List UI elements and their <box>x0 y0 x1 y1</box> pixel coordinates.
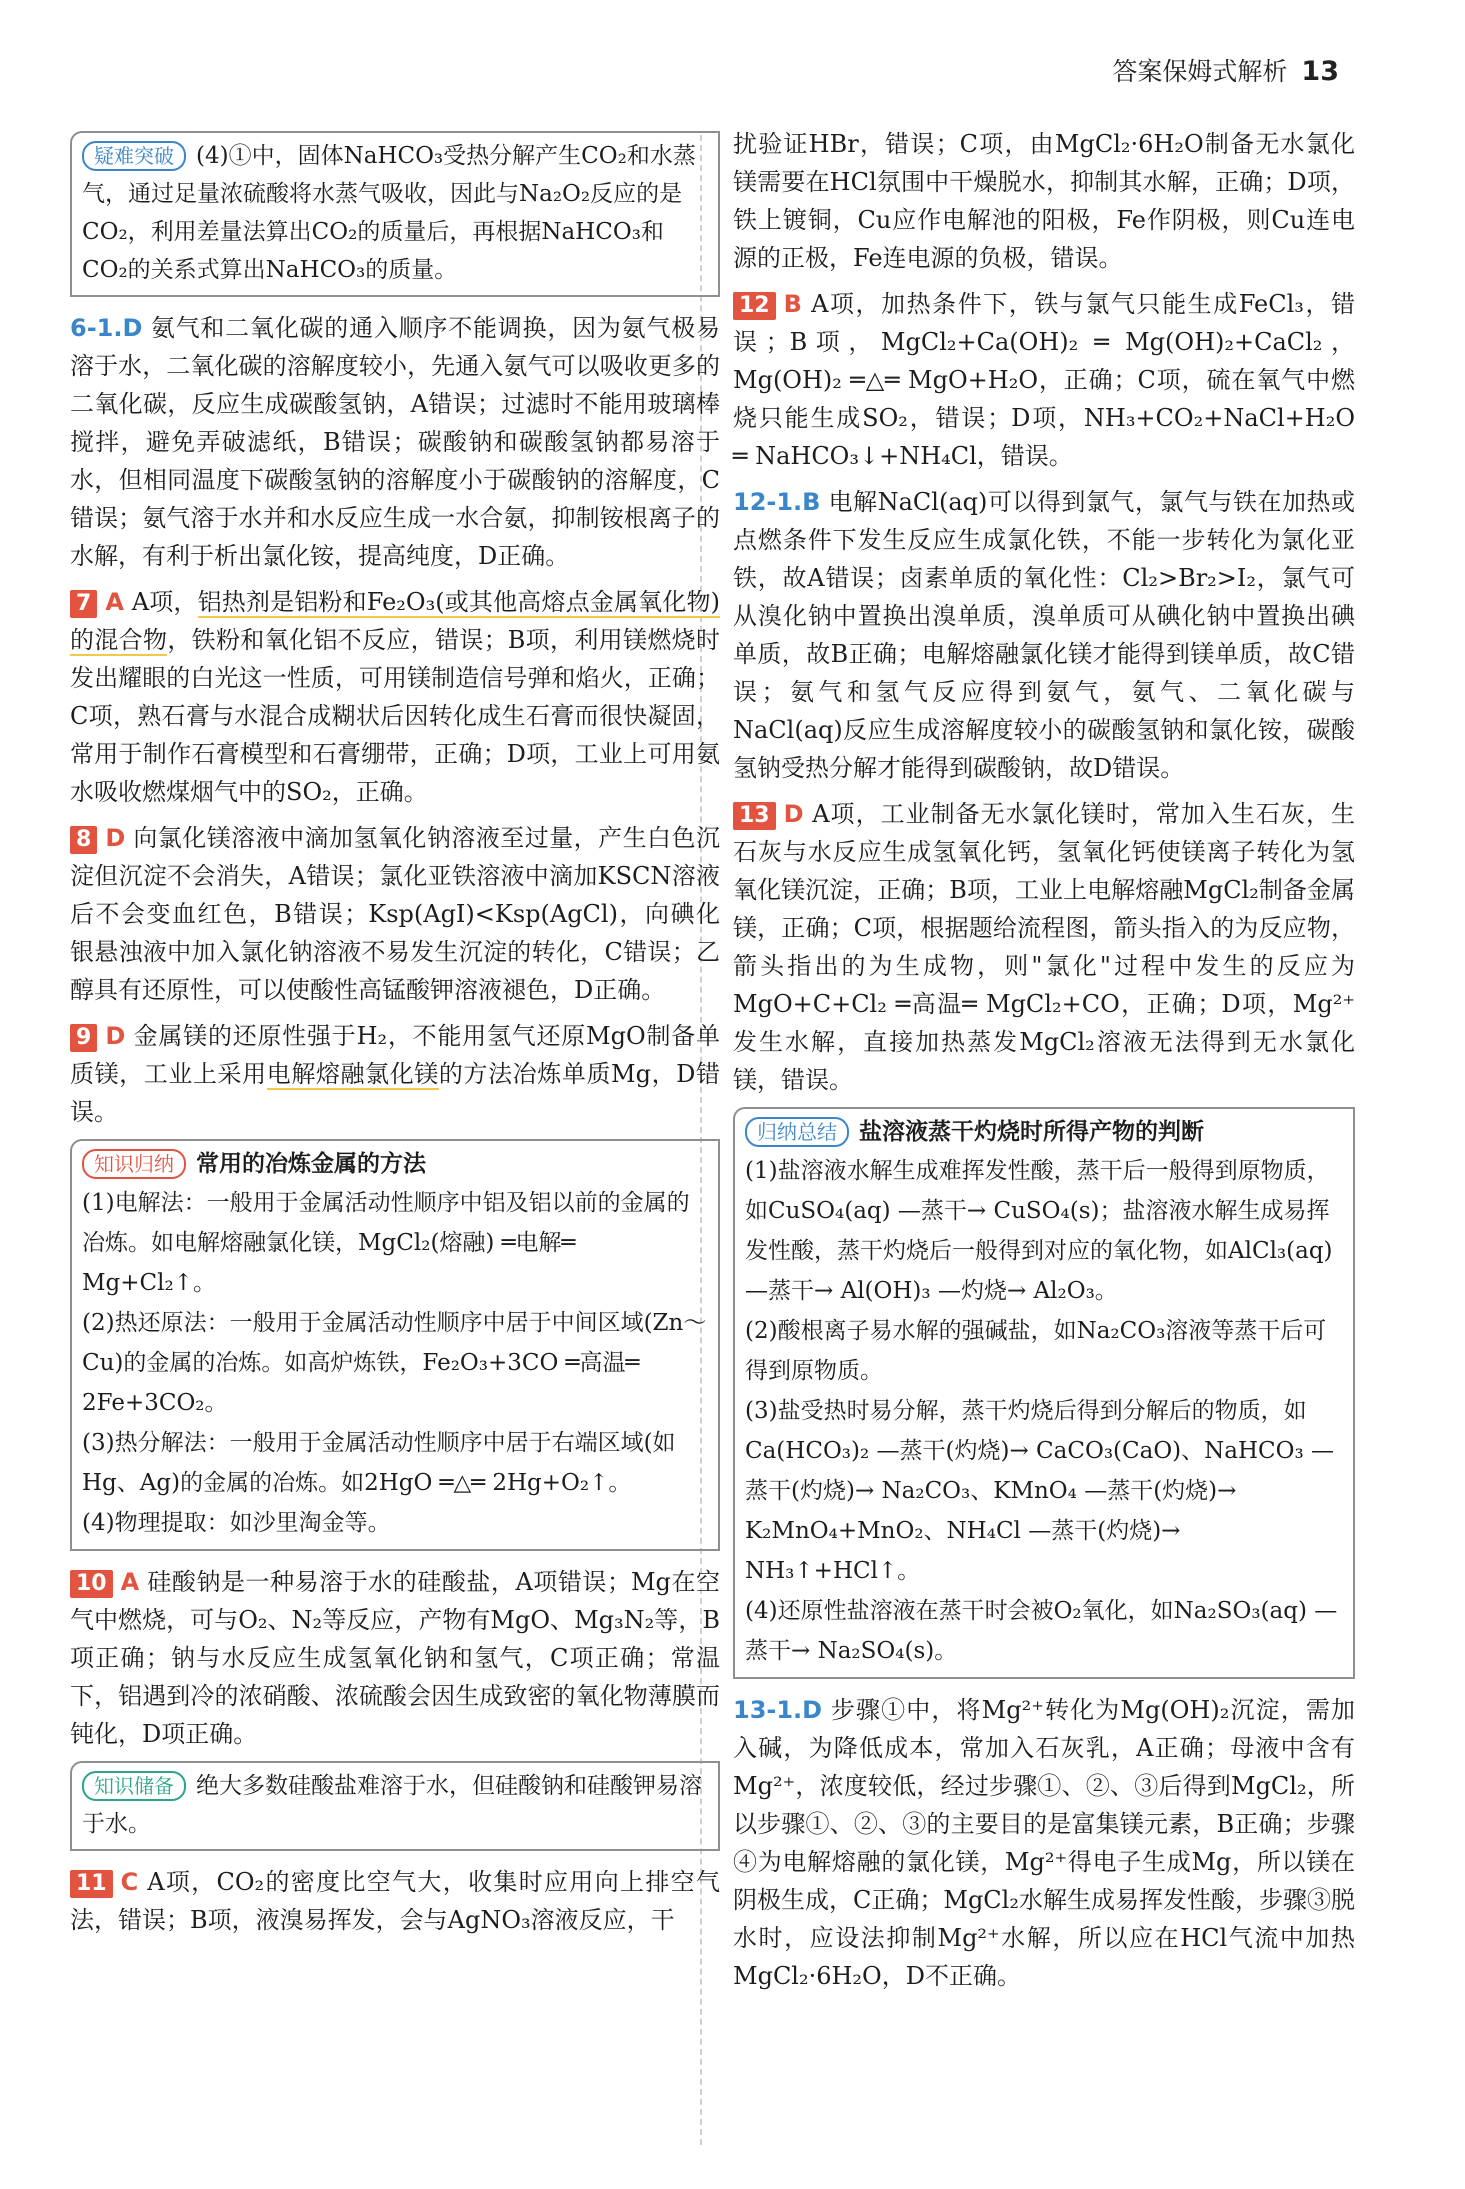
answer-text: 的方法冶炼单质Mg，D错误。 <box>70 1060 721 1126</box>
answer-text: A项，CO₂的密度比空气大，收集时应用向上排空气法，错误；B项，液溴易挥发，会与AgNO₃溶液反应，干 <box>70 1868 720 1934</box>
answer-text: ，铁粉和氧化铝不反应，错误；B项，利用镁燃烧时发出耀眼的白光这一性质，可用镁制造信号弹和焰火，正确；C项，熟石膏与水混合成糊状后因转化成生石膏而很快凝固，常用于制作石膏模型和石膏绷带，正确；D项，工业上可用氨水吸收燃煤烟气中的SO₂，正确。 <box>70 626 721 806</box>
note-tag: 知识归纳 <box>82 1149 186 1179</box>
answer-choice: A <box>105 588 124 616</box>
answer-choice: C <box>120 1868 139 1896</box>
note-line: (3)盐受热时易分解，蒸干灼烧后得到分解后的物质，如Ca(HCO₃)₂ —蒸干(灼烧)→ CaCO₃(CaO)、NaHCO₃ —蒸干(灼烧)→ Na₂CO₃、KMnO₄ —蒸干(灼烧)→ K₂MnO₄+MnO₂、NH₄Cl —蒸干(灼烧)→ NH₃↑+HCl↑。 <box>745 1398 1335 1584</box>
note-tag: 知识储备 <box>82 1771 186 1801</box>
question-number: 11 <box>70 1870 113 1898</box>
question-number: 13 <box>733 802 776 830</box>
answer-text: 步骤①中，将Mg²⁺转化为Mg(OH)₂沉淀，需加入碱，为降低成本，常加入石灰乳，A正确；母液中含有Mg²⁺，浓度较低，经过步骤①、②、③后得到MgCl₂，所以步骤①、②、③的主要目的是富集镁元素，B正确；步骤④为电解熔融的氯化镁，Mg²⁺得电子生成Mg，所以镁在阴极生成，C正确；MgCl₂水解生成易挥发性酸，步骤③脱水时，应设法抑制Mg²⁺水解，所以应在HCl气流中加热MgCl₂·6H₂O，D不正确。 <box>733 1696 1355 1990</box>
note-text: 绝大多数硅酸盐难溶于水，但硅酸钠和硅酸钾易溶于水。 <box>82 1773 702 1837</box>
answer-13 <box>733 795 1355 1099</box>
answer-7 <box>70 583 720 811</box>
answer-text: A项， <box>131 588 198 616</box>
page-number: 13 <box>1301 56 1339 87</box>
note-heading: 盐溶液蒸干灼烧时所得产物的判断 <box>859 1119 1204 1145</box>
note-box-reserve <box>70 1761 720 1851</box>
note-tag: 疑难突破 <box>82 141 186 171</box>
question-number: 12 <box>733 292 776 320</box>
answer-choice: D <box>783 800 804 828</box>
answer-13-1 <box>733 1691 1355 1995</box>
note-line: (1)盐溶液水解生成难挥发性酸，蒸干后一般得到原物质，如CuSO₄(aq) —蒸干→ CuSO₄(s)；盐溶液水解生成易挥发性酸，蒸干灼烧后一般得到对应的氧化物，如AlCl₃(aq) —蒸干→ Al(OH)₃ —灼烧→ Al₂O₃。 <box>745 1158 1333 1304</box>
answer-11-continued: 扰验证HBr，错误；C项，由MgCl₂·6H₂O制备无水氯化镁需要在HCl氛围中干燥脱水，抑制其水解，正确；D项，铁上镀铜，Cu应作电解池的阳极，Fe作阴极，则Cu连电源的正极，Fe连电源的负极，错误。 <box>733 130 1355 272</box>
answer-text: A项，加热条件下，铁与氯气只能生成FeCl₃，错误；B项，MgCl₂+Ca(OH)₂ ═ Mg(OH)₂+CaCl₂，Mg(OH)₂ ═△═ MgO+H₂O，正确；C项，硫在氧气中燃烧只能生成SO₂，错误；D项，NH₃+CO₂+NaCl+H₂O ═ NaHCO₃↓+NH₄Cl，错误。 <box>733 290 1355 470</box>
header-title: 答案保姆式解析 <box>1112 57 1288 86</box>
answer-9 <box>70 1017 720 1131</box>
answer-text: A项，工业制备无水氯化镁时，常加入生石灰，生石灰与水反应生成氢氧化钙，氢氧化钙使镁离子转化为氢氧化镁沉淀，正确；B项，工业上电解熔融MgCl₂制备金属镁，正确；C项，根据题给流程图，箭头指入的为反应物，箭头指出的为生成物，则"氯化"过程中发生的反应为MgO+C+Cl₂ ═高温═ MgCl₂+CO，正确；D项，Mg²⁺发生水解，直接加热蒸发MgCl₂溶液无法得到无水氯化镁，错误。 <box>733 800 1355 1094</box>
note-box-knowledge <box>70 1139 720 1551</box>
note-line: (1)电解法：一般用于金属活动性顺序中铝及铝以前的金属的冶炼。如电解熔融氯化镁，MgCl₂(熔融) ═电解═ Mg+Cl₂↑。 <box>82 1190 690 1296</box>
question-number: 10 <box>70 1570 113 1598</box>
answer-6-1 <box>70 309 720 575</box>
note-text: (4)①中，固体NaHCO₃受热分解产生CO₂和水蒸气，通过足量浓硫酸将水蒸气吸收，因此与Na₂O₂反应的是CO₂，利用差量法算出CO₂的质量后，再根据NaHCO₃和CO₂的关系式算出NaHCO₃的质量。 <box>82 143 696 283</box>
note-heading: 常用的冶炼金属的方法 <box>196 1151 426 1177</box>
question-number: 7 <box>70 590 97 618</box>
answer-text: 氨气和二氧化碳的通入顺序不能调换，因为氨气极易溶于水，二氧化碳的溶解度较小，先通入氨气可以吸收更多的二氧化碳，反应生成碳酸氢钠，A错误；过滤时不能用玻璃棒搅拌，避免弄破滤纸，B错误；碳酸钠和碳酸氢钠都易溶于水，但相同温度下碳酸氢钠的溶解度小于碳酸钠的溶解度，C错误；氨气溶于水并和水反应生成一水合氨，抑制铵根离子的水解，有利于析出氯化铵，提高纯度，D正确。 <box>70 314 720 570</box>
answer-8 <box>70 819 720 1009</box>
note-line: (3)热分解法：一般用于金属活动性顺序中居于右端区域(如Hg、Ag)的金属的冶炼。如2HgO ═△═ 2Hg+O₂↑。 <box>82 1430 676 1496</box>
highlighted-text: 铝热剂是铝粉和Fe₂O₃(或其他高熔点金属氧化物)的混合物 <box>70 588 721 654</box>
answer-choice: D <box>105 1022 126 1050</box>
question-number: 9 <box>70 1024 97 1052</box>
page-header <box>1112 52 1339 88</box>
answer-10 <box>70 1563 720 1753</box>
answer-label: 6-1.D <box>70 314 143 342</box>
left-column <box>70 125 720 1947</box>
note-line: (4)物理提取：如沙里淘金等。 <box>82 1510 391 1536</box>
answer-12 <box>733 285 1355 475</box>
note-tag: 归纳总结 <box>745 1117 849 1147</box>
answer-text: 金属镁的还原性强于H₂，不能用氢气还原MgO制备单质镁，工业上采用 <box>70 1022 720 1088</box>
note-box-difficulty <box>70 131 720 297</box>
answer-choice: B <box>783 290 802 318</box>
answer-label: 13-1.D <box>733 1696 823 1724</box>
right-column <box>733 125 1355 2003</box>
note-line: (2)酸根离子易水解的强碱盐，如Na₂CO₃溶液等蒸干后可得到原物质。 <box>745 1318 1327 1384</box>
question-number: 8 <box>70 826 97 854</box>
answer-11 <box>70 1863 720 1939</box>
answer-choice: D <box>105 824 126 852</box>
note-box-summary <box>733 1107 1355 1679</box>
answer-12-1 <box>733 483 1355 787</box>
note-line: (2)热还原法：一般用于金属活动性顺序中居于中间区域(Zn～Cu)的金属的冶炼。如高炉炼铁，Fe₂O₃+3CO ═高温═ 2Fe+3CO₂。 <box>82 1310 707 1416</box>
answer-text: 向氯化镁溶液中滴加氢氧化钠溶液至过量，产生白色沉淀但沉淀不会消失，A错误；氯化亚铁溶液中滴加KSCN溶液后不会变血红色，B错误；Ksp(AgI)<Ksp(AgCl)，向碘化银悬浊液中加入氯化钠溶液不易发生沉淀的转化，C错误；乙醇具有还原性，可以使酸性高锰酸钾溶液褪色，D正确。 <box>70 824 720 1004</box>
answer-text: 硅酸钠是一种易溶于水的硅酸盐，A项错误；Mg在空气中燃烧，可与O₂、N₂等反应，产物有MgO、Mg₃N₂等，B项正确；钠与水反应生成氢氧化钠和氢气，C项正确；常温下，铝遇到冷的浓硝酸、浓硫酸会因生成致密的氧化物薄膜而钝化，D项正确。 <box>70 1568 720 1748</box>
answer-text: 电解NaCl(aq)可以得到氯气，氯气与铁在加热或点燃条件下发生反应生成氯化铁，不能一步转化为氯化亚铁，故A错误；卤素单质的氧化性：Cl₂>Br₂>I₂，氯气可从溴化钠中置换出溴单质，溴单质可从碘化钠中置换出碘单质，故B正确；电解熔融氯化镁才能得到镁单质，故C错误；氨气和氢气反应得到氨气，氨气、二氧化碳与NaCl(aq)反应生成溶解度较小的碳酸氢钠和氯化铵，碳酸氢钠受热分解才能得到碳酸钠，故D错误。 <box>733 488 1355 782</box>
answer-label: 12-1.B <box>733 488 821 516</box>
note-line: (4)还原性盐溶液在蒸干时会被O₂氧化，如Na₂SO₃(aq) —蒸干→ Na₂SO₄(s)。 <box>745 1598 1338 1664</box>
answer-choice: A <box>120 1568 140 1596</box>
highlighted-text: 电解熔融氯化镁 <box>266 1060 439 1088</box>
